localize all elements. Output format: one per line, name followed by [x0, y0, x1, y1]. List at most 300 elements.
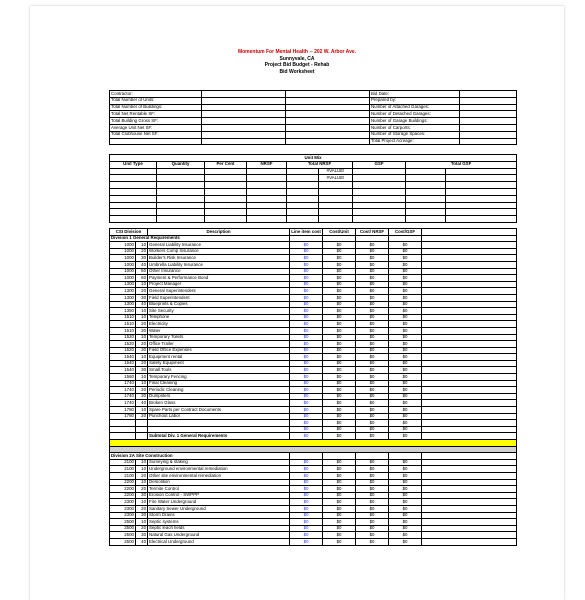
csi-code: 1540 [110, 354, 136, 361]
line-item-cost[interactable]: $0 [290, 505, 323, 512]
budget-line-item [110, 486, 517, 493]
unit-mix-cell[interactable] [110, 188, 157, 195]
cost-per-gsf: $0 [389, 334, 422, 341]
line-item-cost[interactable]: $0 [290, 387, 323, 394]
line-item-description: Workers Comp Insurance [148, 248, 290, 255]
unit-mix-cell[interactable] [406, 195, 446, 202]
line-item-cost[interactable]: $0 [290, 538, 323, 545]
cost-per-nrsf: $0 [356, 301, 389, 308]
info-row [110, 118, 517, 125]
info-value-right[interactable] [460, 91, 517, 98]
line-item-cost[interactable]: $0 [290, 360, 323, 367]
line-item-cost[interactable]: $0 [290, 499, 323, 506]
budget-line-item [110, 505, 517, 512]
cost-per-gsf: $0 [389, 420, 422, 427]
unit-mix-cell[interactable] [319, 216, 353, 223]
line-item-cost[interactable]: $0 [290, 281, 323, 288]
cost-per-nrsf: $0 [356, 360, 389, 367]
line-item-cost[interactable]: $0 [290, 294, 323, 301]
budget-blank [290, 453, 323, 460]
budget-spacer [422, 360, 517, 367]
budget-line-item [110, 327, 517, 334]
csi-subcode: 20 [136, 341, 148, 348]
cost-per-unit: $0 [323, 433, 356, 440]
line-item-cost[interactable]: $0 [290, 486, 323, 493]
unit-mix-cell[interactable] [319, 195, 353, 202]
cost-per-nrsf: $0 [356, 400, 389, 407]
line-item-cost[interactable]: $0 [290, 275, 323, 282]
unit-mix-cell[interactable] [110, 202, 157, 209]
line-item-cost[interactable]: $0 [290, 242, 323, 249]
line-item-cost[interactable]: $0 [290, 380, 323, 387]
unit-mix-cell[interactable] [110, 182, 157, 189]
csi-subcode: 20 [136, 321, 148, 328]
cost-per-gsf: $0 [389, 374, 422, 381]
line-item-cost[interactable]: $0 [290, 301, 323, 308]
sheet-line: Bid Worksheet [279, 68, 315, 75]
cost-per-unit: $0 [323, 327, 356, 334]
info-value-right[interactable] [460, 97, 517, 104]
cost-per-nrsf: $0 [356, 380, 389, 387]
line-item-cost[interactable]: $0 [290, 479, 323, 486]
cost-per-nrsf: $0 [356, 387, 389, 394]
info-value-left[interactable] [202, 131, 286, 138]
info-row [110, 131, 517, 138]
unit-mix-cell[interactable] [353, 182, 406, 189]
line-item-cost[interactable]: $0 [290, 413, 323, 420]
csi-subcode: 40 [136, 261, 148, 268]
unit-mix-cell[interactable] [319, 188, 353, 195]
info-label-left: Average Unit Net SF: [110, 124, 202, 131]
cost-per-nrsf: $0 [356, 499, 389, 506]
unit-mix-cell[interactable] [110, 216, 157, 223]
csi-subcode: 20 [136, 288, 148, 295]
info-spacer [286, 138, 370, 145]
info-value-left[interactable] [202, 111, 286, 118]
budget-spacer [422, 532, 517, 539]
csi-code: 1000 [110, 248, 136, 255]
line-item-cost[interactable]: $0 [290, 255, 323, 262]
cost-per-unit: $0 [323, 525, 356, 532]
cost-per-gsf: $0 [389, 505, 422, 512]
cost-per-gsf: $0 [389, 281, 422, 288]
unit-mix-cell[interactable] [287, 195, 319, 202]
unit-mix-cell[interactable] [353, 202, 406, 209]
csi-code: 1740 [110, 387, 136, 394]
line-item-description: Demolition [148, 479, 290, 486]
unit-mix-cell[interactable] [319, 202, 353, 209]
budget-line-item [110, 341, 517, 348]
info-label-right: Bid Date: [370, 91, 460, 98]
unit-mix-header: Quantity [157, 161, 205, 168]
info-spacer [286, 97, 370, 104]
info-spacer [286, 131, 370, 138]
budget-header-row [110, 229, 517, 236]
unit-mix-cell[interactable] [406, 202, 446, 209]
csi-code: 1000 [110, 261, 136, 268]
info-value-left[interactable] [202, 97, 286, 104]
csi-code: 1780 [110, 413, 136, 420]
csi-code: 1000 [110, 255, 136, 262]
cost-per-unit: $0 [323, 472, 356, 479]
line-item-cost[interactable]: $0 [290, 420, 323, 427]
budget-spacer [422, 387, 517, 394]
csi-code: 1300 [110, 288, 136, 295]
info-label-right: Number of Garage Buildings: [370, 118, 460, 125]
unit-mix-cell[interactable] [157, 216, 205, 223]
division-title-row [110, 235, 517, 242]
line-item-cost[interactable]: $0 [290, 512, 323, 519]
unit-mix-cell[interactable] [205, 175, 247, 182]
unit-mix-cell[interactable] [446, 175, 517, 182]
unit-mix-cell[interactable] [157, 175, 205, 182]
budget-spacer [422, 459, 517, 466]
project-info-table [109, 90, 517, 145]
unit-mix-cell[interactable] [287, 216, 319, 223]
unit-mix-cell[interactable] [205, 195, 247, 202]
csi-code: 2200 [110, 486, 136, 493]
unit-mix-cell[interactable] [406, 209, 446, 216]
unit-mix-cell[interactable] [205, 216, 247, 223]
budget-line-item [110, 380, 517, 387]
line-item-cost[interactable]: $0 [290, 308, 323, 315]
budget-spacer [422, 525, 517, 532]
line-item-cost[interactable]: $0 [290, 261, 323, 268]
budget-line-item [110, 354, 517, 361]
cost-per-nrsf: $0 [356, 407, 389, 414]
unit-mix-cell[interactable] [287, 182, 319, 189]
line-item-description: Payment & Performance Bond [148, 275, 290, 282]
line-item-cost[interactable]: $0 [290, 314, 323, 321]
unit-mix-cell[interactable] [110, 209, 157, 216]
budget-blank [389, 235, 422, 242]
division-title-row [110, 453, 517, 460]
line-item-cost[interactable]: $0 [290, 334, 323, 341]
info-value-right[interactable] [460, 138, 517, 145]
bid-budget-table [109, 228, 517, 546]
cost-per-gsf: $0 [389, 459, 422, 466]
csi-code: 2300 [110, 505, 136, 512]
budget-blank [110, 433, 136, 440]
line-item-cost[interactable]: $0 [290, 341, 323, 348]
line-item-cost[interactable]: $0 [290, 433, 323, 440]
info-value-left[interactable] [202, 104, 286, 111]
csi-subcode: 10 [136, 334, 148, 341]
csi-subcode: 10 [136, 499, 148, 506]
line-item-description: Telephone [148, 314, 290, 321]
csi-subcode: 30 [136, 367, 148, 374]
budget-spacer [422, 288, 517, 295]
info-row [110, 124, 517, 131]
cost-per-unit: $0 [323, 492, 356, 499]
line-item-description: Erosion Control - SWPPP [148, 492, 290, 499]
budget-line-item [110, 268, 517, 275]
csi-subcode: 30 [136, 327, 148, 334]
info-value-left[interactable] [202, 138, 286, 145]
line-item-description: Sanitary Sewer Underground [148, 505, 290, 512]
unit-mix-cell[interactable] [446, 209, 517, 216]
cost-per-gsf: $0 [389, 360, 422, 367]
line-item-cost[interactable]: $0 [290, 492, 323, 499]
unit-mix-cell[interactable] [319, 182, 353, 189]
budget-line-item [110, 334, 517, 341]
unit-mix-cell[interactable] [157, 195, 205, 202]
budget-spacer [422, 420, 517, 427]
csi-code: 1740 [110, 400, 136, 407]
unit-mix-cell[interactable]: #VALUE! [319, 175, 353, 182]
unit-mix-cell[interactable] [446, 168, 517, 175]
budget-spacer [422, 374, 517, 381]
unit-mix-cell[interactable] [247, 175, 287, 182]
unit-mix-cell[interactable] [110, 168, 157, 175]
line-item-cost[interactable]: $0 [290, 532, 323, 539]
cost-per-unit: $0 [323, 400, 356, 407]
info-value-left[interactable] [202, 91, 286, 98]
unit-mix-table [109, 154, 517, 223]
unit-mix-cell[interactable] [157, 168, 205, 175]
cost-per-unit: $0 [323, 413, 356, 420]
line-item-cost[interactable]: $0 [290, 466, 323, 473]
line-item-description: Final Cleaning [148, 380, 290, 387]
line-item-cost[interactable]: $0 [290, 327, 323, 334]
unit-mix-row [110, 168, 517, 175]
unit-mix-cell[interactable] [287, 175, 319, 182]
unit-mix-cell[interactable] [446, 188, 517, 195]
unit-mix-cell[interactable] [446, 195, 517, 202]
csi-subcode: 30 [136, 255, 148, 262]
unit-mix-cell[interactable]: #VALUE! [319, 168, 353, 175]
cost-per-nrsf: $0 [356, 525, 389, 532]
unit-mix-cell[interactable] [247, 195, 287, 202]
cost-per-unit: $0 [323, 321, 356, 328]
cost-per-gsf: $0 [389, 413, 422, 420]
unit-mix-cell[interactable] [247, 209, 287, 216]
line-item-description: Natural Gas Underground [148, 532, 290, 539]
unit-mix-cell[interactable] [406, 182, 446, 189]
budget-line-item [110, 261, 517, 268]
line-item-cost[interactable]: $0 [290, 459, 323, 466]
cost-per-nrsf: $0 [356, 275, 389, 282]
budget-spacer [422, 354, 517, 361]
unit-mix-cell[interactable] [247, 182, 287, 189]
line-item-cost[interactable]: $0 [290, 288, 323, 295]
info-value-right[interactable] [460, 131, 517, 138]
cost-per-nrsf: $0 [356, 538, 389, 545]
budget-blank [356, 453, 389, 460]
csi-subcode: 10 [136, 354, 148, 361]
division-title: Division 2A Site Construction [110, 453, 290, 460]
unit-mix-cell[interactable] [157, 202, 205, 209]
unit-mix-header-row [110, 161, 517, 168]
budget-line-item [110, 360, 517, 367]
cost-per-nrsf: $0 [356, 367, 389, 374]
cost-per-unit: $0 [323, 479, 356, 486]
csi-subcode: 30 [136, 532, 148, 539]
unit-mix-cell[interactable] [157, 188, 205, 195]
csi-code: 1520 [110, 341, 136, 348]
cost-per-unit: $0 [323, 499, 356, 506]
line-item-description: Blueprints & Copies [148, 301, 290, 308]
cost-per-unit: $0 [323, 426, 356, 433]
info-value-right[interactable] [460, 104, 517, 111]
line-item-cost[interactable]: $0 [290, 525, 323, 532]
cost-per-nrsf: $0 [356, 466, 389, 473]
budget-blank [323, 453, 356, 460]
line-item-description: General Liability Insurance [148, 242, 290, 249]
cost-per-unit: $0 [323, 486, 356, 493]
unit-mix-cell[interactable] [205, 168, 247, 175]
unit-mix-cell[interactable] [287, 188, 319, 195]
line-item-cost[interactable]: $0 [290, 407, 323, 414]
unit-mix-cell[interactable] [353, 195, 406, 202]
csi-code: 1300 [110, 294, 136, 301]
budget-spacer [422, 308, 517, 315]
cost-per-nrsf: $0 [356, 268, 389, 275]
unit-mix-cell[interactable] [319, 209, 353, 216]
budget-blank [389, 453, 422, 460]
cost-per-gsf: $0 [389, 519, 422, 526]
csi-code: 1520 [110, 347, 136, 354]
budget-line-item [110, 459, 517, 466]
cost-per-nrsf: $0 [356, 512, 389, 519]
info-spacer [286, 104, 370, 111]
unit-mix-cell[interactable] [205, 182, 247, 189]
budget-line-item [110, 538, 517, 545]
line-item-cost[interactable]: $0 [290, 367, 323, 374]
line-item-cost[interactable]: $0 [290, 248, 323, 255]
budget-line-item [110, 242, 517, 249]
cost-per-nrsf: $0 [356, 314, 389, 321]
line-item-cost[interactable]: $0 [290, 268, 323, 275]
info-value-right[interactable] [460, 124, 517, 131]
unit-mix-cell[interactable] [110, 175, 157, 182]
unit-mix-cell[interactable] [110, 195, 157, 202]
cost-per-gsf: $0 [389, 512, 422, 519]
unit-mix-header: GSF [353, 161, 406, 168]
cost-nrsf-header: Cost/ NRSF [356, 229, 389, 236]
cost-per-nrsf: $0 [356, 393, 389, 400]
unit-mix-cell[interactable] [353, 175, 406, 182]
line-item-cost[interactable]: $0 [290, 426, 323, 433]
line-item-cost[interactable]: $0 [290, 347, 323, 354]
unit-mix-cell[interactable] [353, 216, 406, 223]
cost-per-nrsf: $0 [356, 242, 389, 249]
unit-mix-cell[interactable] [287, 209, 319, 216]
info-value-left[interactable] [202, 124, 286, 131]
line-item-cost[interactable]: $0 [290, 400, 323, 407]
csi-subcode: 20 [136, 387, 148, 394]
budget-spacer [422, 492, 517, 499]
cost-per-nrsf: $0 [356, 374, 389, 381]
unit-mix-cell[interactable] [287, 168, 319, 175]
info-label-left: Total Building Gross SF: [110, 118, 202, 125]
budget-blank [356, 235, 389, 242]
line-item-description: Termite Control [148, 486, 290, 493]
csi-subcode: 10 [136, 314, 148, 321]
info-spacer [286, 118, 370, 125]
line-item-cost[interactable]: $0 [290, 354, 323, 361]
unit-mix-cell[interactable] [157, 209, 205, 216]
budget-line-item [110, 387, 517, 394]
unit-mix-cell[interactable] [247, 202, 287, 209]
cost-per-unit: $0 [323, 420, 356, 427]
unit-mix-cell[interactable] [446, 216, 517, 223]
csi-code: 1740 [110, 393, 136, 400]
unit-mix-cell[interactable] [406, 175, 446, 182]
budget-line-item [110, 347, 517, 354]
budget-line-item [110, 407, 517, 414]
budget-spacer [422, 393, 517, 400]
cost-per-gsf: $0 [389, 479, 422, 486]
unit-mix-cell[interactable] [247, 168, 287, 175]
budget-blank-row [110, 420, 517, 427]
info-value-left[interactable] [202, 118, 286, 125]
csi-code: 2300 [110, 512, 136, 519]
cost-per-unit: $0 [323, 275, 356, 282]
city-line: Sunnyvale, CA [279, 55, 315, 62]
unit-mix-cell[interactable] [446, 202, 517, 209]
unit-mix-cell[interactable] [406, 216, 446, 223]
line-item-cost[interactable]: $0 [290, 472, 323, 479]
line-item-cost[interactable]: $0 [290, 519, 323, 526]
cost-per-gsf: $0 [389, 261, 422, 268]
unit-mix-cell[interactable] [205, 209, 247, 216]
unit-mix-cell[interactable] [446, 182, 517, 189]
unit-mix-cell[interactable] [353, 168, 406, 175]
cost-per-gsf: $0 [389, 347, 422, 354]
cost-unit-header: Cost/Unit [323, 229, 356, 236]
unit-mix-cell[interactable] [247, 188, 287, 195]
line-item-cost[interactable]: $0 [290, 321, 323, 328]
line-item-description: Broken Glass [148, 400, 290, 407]
csi-subcode: 30 [136, 347, 148, 354]
info-value-right[interactable] [460, 118, 517, 125]
csi-subcode: 60 [136, 275, 148, 282]
unit-mix-cell[interactable] [205, 188, 247, 195]
budget-line-item [110, 532, 517, 539]
cost-per-unit: $0 [323, 466, 356, 473]
line-item-cost[interactable]: $0 [290, 393, 323, 400]
budget-spacer [422, 255, 517, 262]
cost-per-unit: $0 [323, 532, 356, 539]
cost-per-unit: $0 [323, 314, 356, 321]
unit-mix-cell[interactable] [247, 216, 287, 223]
unit-mix-cell[interactable] [205, 202, 247, 209]
cost-per-gsf: $0 [389, 248, 422, 255]
csi-code: 1510 [110, 314, 136, 321]
csi-code: 1520 [110, 334, 136, 341]
unit-mix-cell[interactable] [406, 188, 446, 195]
cost-per-nrsf: $0 [356, 347, 389, 354]
info-label-right: Prepared by: [370, 97, 460, 104]
info-value-right[interactable] [460, 111, 517, 118]
cost-per-nrsf: $0 [356, 505, 389, 512]
unit-mix-title: Unit Mix [110, 155, 517, 162]
unit-mix-cell[interactable] [353, 188, 406, 195]
cost-per-unit: $0 [323, 374, 356, 381]
yellow-separator-row [110, 440, 517, 447]
unit-mix-cell[interactable] [157, 182, 205, 189]
unit-mix-cell[interactable] [406, 168, 446, 175]
unit-mix-cell[interactable] [287, 202, 319, 209]
unit-mix-cell[interactable] [353, 209, 406, 216]
budget-spacer [422, 505, 517, 512]
csi-code: 1350 [110, 308, 136, 315]
line-item-cost[interactable]: $0 [290, 374, 323, 381]
budget-line-item [110, 512, 517, 519]
csi-code: 1780 [110, 407, 136, 414]
budget-spacer [422, 229, 517, 236]
